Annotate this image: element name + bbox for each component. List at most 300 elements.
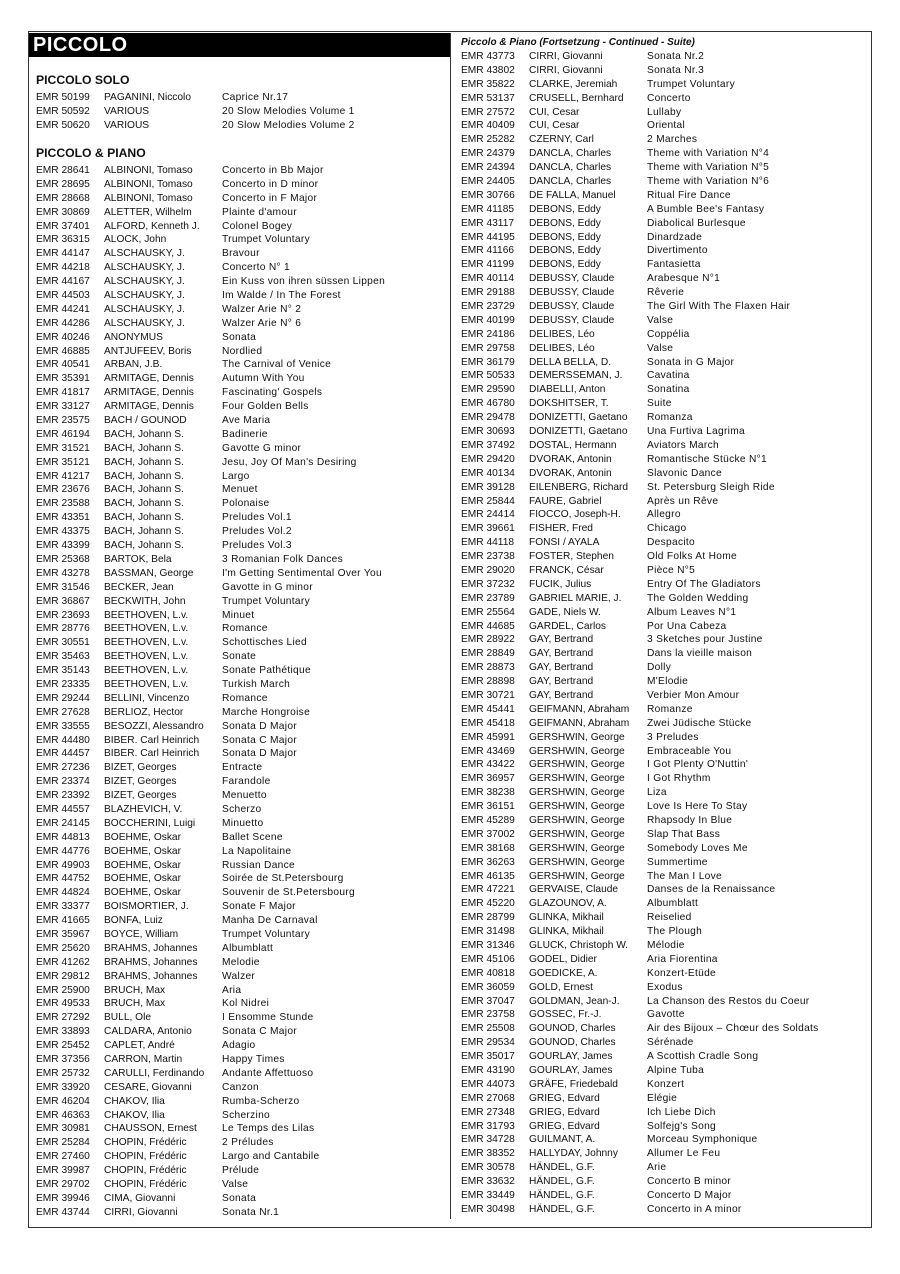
catalog-number: EMR 45441: [461, 703, 515, 715]
piece-title: Ein Kuss von ihren süssen Lippen: [222, 276, 386, 288]
piece-title: Bravour: [222, 248, 260, 260]
composer-name: GADE, Niels W.: [529, 606, 601, 618]
composer-name: HÄNDEL, G.F.: [529, 1203, 595, 1215]
piece-title: 2 Préludes: [222, 1137, 274, 1149]
piece-title: Solfejg's Song: [647, 1120, 717, 1132]
catalog-number: EMR 27292: [36, 1012, 90, 1024]
composer-name: BLAZHEVICH, V.: [104, 803, 183, 815]
composer-name: GEIFMANN, Abraham: [529, 703, 630, 715]
catalog-number: EMR 23392: [36, 790, 90, 802]
composer-name: BERLIOZ, Hector: [104, 706, 184, 718]
composer-name: BACH, Johann S.: [104, 428, 184, 440]
composer-name: GERSHWIN, George: [529, 828, 625, 840]
piece-title: Sonata: [222, 1192, 257, 1204]
composer-name: BEETHOVEN, L.v.: [104, 665, 189, 677]
catalog-number: EMR 24145: [36, 817, 90, 829]
composer-name: BULL, Ole: [104, 1012, 151, 1024]
composer-name: FONSI / AYALA: [529, 537, 600, 549]
piece-title: Sonatina: [647, 384, 690, 396]
piece-title: Valse: [222, 1179, 249, 1191]
piece-title: Romanze: [647, 703, 693, 715]
catalog-number: EMR 28922: [461, 634, 515, 646]
piece-title: Plainte d'amour: [222, 206, 297, 218]
piece-title: Im Walde / In The Forest: [222, 290, 341, 302]
composer-name: BELLINI, Vincenzo: [104, 692, 190, 704]
catalog-number: EMR 30578: [461, 1162, 515, 1174]
composer-name: CHOPIN, Frédéric: [104, 1137, 187, 1149]
piece-title: Allegro: [647, 509, 681, 521]
catalog-number: EMR 27348: [461, 1106, 515, 1118]
composer-name: GERVAISE, Claude: [529, 884, 619, 896]
composer-name: ALSCHAUSKY, J.: [104, 248, 185, 260]
catalog-number: EMR 35463: [36, 651, 90, 663]
composer-name: DONIZETTI, Gaetano: [529, 412, 628, 424]
catalog-number: EMR 36957: [461, 773, 515, 785]
composer-name: GABRIEL MARIE, J.: [529, 592, 622, 604]
catalog-number: EMR 23693: [36, 609, 90, 621]
catalog-number: EMR 44167: [36, 276, 90, 288]
composer-name: CUI, Cesar: [529, 106, 580, 118]
composer-name: GERSHWIN, George: [529, 814, 625, 826]
catalog-number: EMR 41185: [461, 203, 515, 215]
piece-title: La Napolitaine: [222, 845, 292, 857]
catalog-number: EMR 29590: [461, 384, 515, 396]
piece-title: Scherzo: [222, 803, 262, 815]
piece-title: Ave Maria: [222, 415, 271, 427]
composer-name: BRAHMS, Johannes: [104, 942, 198, 954]
composer-name: ALBINONI, Tomaso: [104, 178, 193, 190]
catalog-number: EMR 24405: [461, 176, 515, 188]
catalog-number: EMR 34728: [461, 1134, 515, 1146]
catalog-number: EMR 36263: [461, 856, 515, 868]
piece-title: Gavotte: [647, 1009, 685, 1021]
piece-title: Pièce N°5: [647, 564, 696, 576]
composer-name: BACH, Johann S.: [104, 526, 184, 538]
piece-title: Elégie: [647, 1092, 678, 1104]
catalog-number: EMR 31521: [36, 442, 90, 454]
composer-name: ALSCHAUSKY, J.: [104, 317, 185, 329]
piece-title: 3 Romanian Folk Dances: [222, 553, 343, 565]
composer-name: GEIFMANN, Abraham: [529, 717, 630, 729]
piece-title: Concerto in F Major: [222, 192, 318, 204]
composer-name: ALSCHAUSKY, J.: [104, 303, 185, 315]
piece-title: Alpine Tuba: [647, 1065, 705, 1077]
piece-title: Four Golden Bells: [222, 401, 309, 413]
composer-name: BRAHMS, Johannes: [104, 956, 198, 968]
catalog-number: EMR 44503: [36, 290, 90, 302]
composer-name: GOURLAY, James: [529, 1065, 613, 1077]
catalog-number: EMR 28873: [461, 662, 515, 674]
piece-title: A Scottish Cradle Song: [647, 1051, 759, 1063]
composer-name: BASSMAN, George: [104, 567, 194, 579]
composer-name: GERSHWIN, George: [529, 731, 625, 743]
catalog-number: EMR 23335: [36, 678, 90, 690]
catalog-number: EMR 30498: [461, 1203, 515, 1215]
composer-name: FIOCCO, Joseph-H.: [529, 509, 621, 521]
composer-name: DEBUSSY, Claude: [529, 287, 615, 299]
composer-name: GRIEG, Edvard: [529, 1120, 600, 1132]
piece-title: Arie: [647, 1162, 667, 1174]
catalog-number: EMR 27068: [461, 1092, 515, 1104]
piece-title: Zwei Jüdische Stücke: [647, 717, 752, 729]
composer-name: CIRRI, Giovanni: [529, 51, 603, 62]
catalog-number: EMR 44241: [36, 303, 90, 315]
composer-name: ARBAN, J.B.: [104, 359, 163, 371]
composer-name: FAURE, Gabriel: [529, 495, 602, 507]
section-title-piccolo-solo: PICCOLO SOLO: [36, 73, 130, 87]
piece-title: 3 Sketches pour Justine: [647, 634, 763, 646]
piece-title: Konzert-Etüde: [647, 967, 717, 979]
piece-title: Schottisches Lied: [222, 637, 307, 649]
piece-title: Por Una Cabeza: [647, 620, 727, 632]
piece-title: Danses de la Renaissance: [647, 884, 776, 896]
composer-name: GERSHWIN, George: [529, 773, 625, 785]
piece-title: Rumba-Scherzo: [222, 1095, 300, 1107]
composer-name: BACH, Johann S.: [104, 498, 184, 510]
composer-name: DELIBES, Léo: [529, 342, 595, 354]
piece-title: Autumn With You: [222, 373, 305, 385]
piece-title: Preludes Vol.2: [222, 526, 292, 538]
catalog-number: EMR 40114: [461, 273, 515, 285]
catalog-number: EMR 25564: [461, 606, 515, 618]
catalog-number: EMR 50533: [461, 370, 515, 382]
composer-name: DEBONS, Eddy: [529, 259, 601, 271]
composer-name: BOISMORTIER, J.: [104, 901, 189, 913]
catalog-number: EMR 45106: [461, 953, 515, 965]
composer-name: DEBUSSY, Claude: [529, 273, 615, 285]
composer-name: CLARKE, Jeremiah: [529, 78, 618, 90]
catalog-number: EMR 29534: [461, 1037, 515, 1049]
composer-name: DEBONS, Eddy: [529, 203, 601, 215]
piece-title: Somebody Loves Me: [647, 842, 748, 854]
piece-title: Sonate Pathétique: [222, 665, 311, 677]
catalog-number: EMR 44685: [461, 620, 515, 632]
catalog-number: EMR 37232: [461, 578, 515, 590]
catalog-number: EMR 43117: [461, 217, 515, 229]
composer-name: ALSCHAUSKY, J.: [104, 262, 185, 274]
catalog-number: EMR 38352: [461, 1148, 515, 1160]
piece-title: Fantasietta: [647, 259, 701, 271]
piece-title: Colonel Bogey: [222, 220, 293, 232]
piece-title: Le Temps des Lilas: [222, 1123, 315, 1135]
piece-title: Melodie: [222, 956, 260, 968]
catalog-number: EMR 44195: [461, 231, 515, 243]
piece-title: Album Leaves N°1: [647, 606, 737, 618]
catalog-number: EMR 29020: [461, 564, 515, 576]
catalog-number: EMR 28668: [36, 192, 90, 204]
composer-name: GRÄFE, Friedebald: [529, 1078, 618, 1090]
catalog-number: EMR 46204: [36, 1095, 90, 1107]
piece-title: Cavatina: [647, 370, 690, 382]
piece-title: Sonata C Major: [222, 1026, 297, 1038]
composer-name: CARULLI, Ferdinando: [104, 1067, 205, 1079]
composer-name: GERSHWIN, George: [529, 842, 625, 854]
catalog-number: EMR 37401: [36, 220, 90, 232]
piece-title: I Got Rhythm: [647, 773, 711, 785]
catalog-number: EMR 24414: [461, 509, 515, 521]
piece-title: Concerto B minor: [647, 1176, 732, 1188]
catalog-number: EMR 45220: [461, 898, 515, 910]
catalog-number: EMR 50592: [36, 105, 90, 117]
composer-name: GLINKA, Mikhail: [529, 926, 604, 938]
composer-name: CIRRI, Giovanni: [104, 1206, 178, 1218]
catalog-number: EMR 28641: [36, 165, 90, 176]
piece-title: Rhapsody In Blue: [647, 814, 733, 826]
catalog-number: EMR 43773: [461, 51, 515, 62]
catalog-number: EMR 43744: [36, 1206, 90, 1218]
piece-title: Embraceable You: [647, 745, 732, 757]
catalog-number: EMR 27460: [36, 1151, 90, 1163]
piece-title: Oriental: [647, 120, 686, 132]
piece-title: Slavonic Dance: [647, 467, 722, 479]
composer-name: DEBONS, Eddy: [529, 245, 601, 257]
piece-title: Allumer Le Feu: [647, 1148, 721, 1160]
catalog-number: EMR 40409: [461, 120, 515, 132]
composer-name: DANCLA, Charles: [529, 148, 612, 160]
piece-title: The Girl With The Flaxen Hair: [647, 301, 791, 313]
composer-name: ANTJUFEEV, Boris: [104, 345, 192, 357]
piece-title: Walzer: [222, 970, 256, 982]
catalog-number: EMR 27236: [36, 762, 90, 774]
catalog-number: EMR 44776: [36, 845, 90, 857]
composer-name: BACH, Johann S.: [104, 540, 184, 552]
composer-name: BACH, Johann S.: [104, 470, 184, 482]
catalog-number: EMR 43278: [36, 567, 90, 579]
piece-title: Gavotte G minor: [222, 442, 302, 454]
composer-name: DVORAK, Antonin: [529, 467, 612, 479]
composer-name: PAGANINI, Niccolo: [104, 92, 191, 103]
category-banner: [29, 33, 450, 57]
piece-title: A Bumble Bee's Fantasy: [647, 203, 765, 215]
piece-title: Preludes Vol.1: [222, 512, 292, 524]
piece-title: St. Petersburg Sleigh Ride: [647, 481, 775, 493]
piece-title: Soirée de St.Petersbourg: [222, 873, 344, 885]
composer-name: CRUSELL, Bernhard: [529, 92, 624, 104]
catalog-number: EMR 29758: [461, 342, 515, 354]
piece-title: Walzer Arie N° 2: [222, 303, 302, 315]
piece-title: Sonata D Major: [222, 720, 297, 732]
composer-name: CARRON, Martin: [104, 1054, 183, 1065]
piece-title: Sonata Nr.1: [222, 1206, 280, 1218]
catalog-number: EMR 25284: [36, 1137, 90, 1149]
catalog-number: EMR 37492: [461, 439, 515, 451]
composer-name: FRANCK, César: [529, 564, 604, 576]
piece-title: Concerto N° 1: [222, 262, 290, 274]
piece-title: Sonata Nr.2: [647, 51, 705, 62]
catalog-number: EMR 45418: [461, 717, 515, 729]
catalog-number: EMR 44147: [36, 248, 90, 260]
catalog-number: EMR 23588: [36, 498, 90, 510]
piece-title: Trumpet Voluntary: [222, 595, 310, 607]
piece-title: Caprice Nr.17: [222, 92, 289, 103]
catalog-number: EMR 28776: [36, 623, 90, 635]
composer-name: CAPLET, André: [104, 1040, 175, 1052]
piece-title: Souvenir de St.Petersbourg: [222, 887, 355, 899]
composer-name: BOEHME, Oskar: [104, 859, 181, 871]
catalog-number: EMR 39661: [461, 523, 515, 535]
composer-name: BARTOK, Bela: [104, 553, 172, 565]
piece-title: Theme with Variation N°4: [647, 148, 770, 160]
catalog-number: EMR 30551: [36, 637, 90, 649]
composer-name: GLINKA, Mikhail: [529, 912, 604, 924]
piece-title: Ritual Fire Dance: [647, 189, 731, 201]
catalog-number: EMR 29244: [36, 692, 90, 704]
piece-title: Jesu, Joy Of Man's Desiring: [222, 456, 357, 468]
composer-name: CIMA, Giovanni: [104, 1192, 176, 1204]
catalog-number: EMR 25732: [36, 1067, 90, 1079]
piece-title: Dans la vieille maison: [647, 648, 753, 660]
piece-title: Theme with Variation N°5: [647, 162, 770, 174]
catalog-number: EMR 31546: [36, 581, 90, 593]
piece-title: Ich Liebe Dich: [647, 1106, 716, 1118]
catalog-number: EMR 29478: [461, 412, 515, 424]
composer-name: BIZET, Georges: [104, 790, 177, 802]
piece-title: Concerto in D minor: [222, 178, 319, 190]
composer-name: DANCLA, Charles: [529, 176, 612, 188]
composer-name: CZERNY, Carl: [529, 134, 594, 146]
composer-name: ALBINONI, Tomaso: [104, 165, 193, 176]
composer-name: VARIOUS: [104, 119, 150, 131]
catalog-number: EMR 44813: [36, 831, 90, 843]
section-title-continued: Piccolo & Piano (Fortsetzung - Continued - Suite): [461, 37, 695, 48]
catalog-number: EMR 46194: [36, 428, 90, 440]
catalog-number: EMR 44824: [36, 887, 90, 899]
piece-title: Entracte: [222, 762, 263, 774]
piece-title: Ballet Scene: [222, 831, 283, 843]
composer-name: HALLYDAY, Johnny: [529, 1148, 618, 1160]
composer-name: GOUNOD, Charles: [529, 1023, 616, 1035]
piece-title: Theme with Variation N°6: [647, 176, 770, 188]
catalog-number: EMR 31346: [461, 940, 515, 951]
composer-name: BIZET, Georges: [104, 762, 177, 774]
catalog-number: EMR 33555: [36, 720, 90, 732]
piece-title: Diabolical Burlesque: [647, 217, 746, 229]
composer-name: GOURLAY, James: [529, 1051, 613, 1063]
composer-name: DEBONS, Eddy: [529, 231, 601, 243]
composer-name: CHOPIN, Frédéric: [104, 1165, 187, 1177]
composer-name: CUI, Cesar: [529, 120, 580, 132]
piece-title: Dinardzade: [647, 231, 703, 243]
composer-name: GAY, Bertrand: [529, 648, 594, 660]
composer-name: BACH, Johann S.: [104, 512, 184, 524]
composer-name: ALSCHAUSKY, J.: [104, 290, 185, 302]
piece-title: Trumpet Voluntary: [222, 234, 310, 246]
piece-title: Russian Dance: [222, 859, 295, 871]
catalog-number: EMR 39128: [461, 481, 515, 493]
piece-title: Sonata Nr.3: [647, 64, 705, 76]
catalog-number: EMR 41199: [461, 259, 515, 271]
piece-title: Kol Nidrei: [222, 998, 270, 1010]
piece-title: I Ensomme Stunde: [222, 1012, 314, 1024]
catalog-number: EMR 28799: [461, 912, 515, 924]
composer-name: CHAKOV, Ilia: [104, 1095, 165, 1107]
catalog-number: EMR 23374: [36, 776, 90, 788]
composer-name: BESOZZI, Alessandro: [104, 720, 204, 732]
piece-title: Romantische Stücke N°1: [647, 453, 767, 465]
composer-name: BIBER. Carl Heinrich: [104, 748, 200, 760]
composer-name: BACH, Johann S.: [104, 484, 184, 496]
piece-title: Romance: [222, 623, 268, 635]
composer-name: ALETTER, Wilhelm: [104, 206, 192, 218]
piece-title: The Man I Love: [647, 870, 722, 882]
catalog-number: EMR 41665: [36, 915, 90, 927]
catalog-number: EMR 41217: [36, 470, 90, 482]
catalog-number: EMR 23676: [36, 484, 90, 496]
catalog-number: EMR 40541: [36, 359, 90, 371]
catalog-number: EMR 33449: [461, 1190, 515, 1202]
piece-title: Morceau Symphonique: [647, 1134, 758, 1146]
catalog-number: EMR 35017: [461, 1051, 515, 1063]
composer-name: GARDEL, Carlos: [529, 620, 606, 632]
catalog-number: EMR 31498: [461, 926, 515, 938]
category-title: PICCOLO: [33, 34, 128, 56]
catalog-number: EMR 46885: [36, 345, 90, 357]
piece-title: Minuetto: [222, 817, 264, 829]
catalog-number: EMR 25620: [36, 942, 90, 954]
catalog-number: EMR 49533: [36, 998, 90, 1010]
piece-title: Concerto: [647, 92, 691, 104]
piece-title: Old Folks At Home: [647, 551, 738, 563]
catalog-number: EMR 41262: [36, 956, 90, 968]
catalog-number: EMR 37356: [36, 1054, 90, 1065]
composer-name: ARMITAGE, Dennis: [104, 387, 194, 399]
piece-title: Sérénade: [647, 1037, 694, 1049]
catalog-number: EMR 33893: [36, 1026, 90, 1038]
piece-title: Gavotte in G minor: [222, 581, 313, 593]
piece-title: Sonata D Major: [222, 748, 297, 760]
composer-name: FOSTER, Stephen: [529, 551, 614, 563]
catalog-number: EMR 24394: [461, 162, 515, 174]
composer-name: DOKSHITSER, T.: [529, 398, 609, 410]
composer-name: GERSHWIN, George: [529, 759, 625, 771]
piece-title: Sonate F Major: [222, 901, 296, 913]
composer-name: BEETHOVEN, L.v.: [104, 651, 189, 663]
composer-name: BEETHOVEN, L.v.: [104, 609, 189, 621]
catalog-number: EMR 33127: [36, 401, 90, 413]
composer-name: EILENBERG, Richard: [529, 481, 629, 493]
catalog-number: EMR 29188: [461, 287, 515, 299]
catalog-number: EMR 29702: [36, 1179, 90, 1191]
composer-name: BIZET, Georges: [104, 776, 177, 788]
catalog-number: EMR 43469: [461, 745, 515, 757]
piece-title: The Golden Wedding: [647, 592, 749, 604]
composer-name: GAY, Bertrand: [529, 662, 594, 674]
catalog-number: EMR 24186: [461, 328, 515, 340]
piece-title: Sonate: [222, 651, 257, 663]
piece-title: Sonata C Major: [222, 734, 297, 746]
composer-name: ALOCK, John: [104, 234, 167, 246]
composer-name: BRAHMS, Johannes: [104, 970, 198, 982]
composer-name: BIBER. Carl Heinrich: [104, 734, 200, 746]
piece-title: Coppélia: [647, 328, 690, 340]
catalog-number: EMR 45991: [461, 731, 515, 743]
catalog-number: EMR 44557: [36, 803, 90, 815]
catalog-number: EMR 33632: [461, 1176, 515, 1188]
catalog-number: EMR 25508: [461, 1023, 515, 1035]
catalog-number: EMR 36315: [36, 234, 90, 246]
piece-title: Mélodie: [647, 940, 685, 951]
piece-title: Love Is Here To Stay: [647, 801, 748, 813]
composer-name: GERSHWIN, George: [529, 787, 625, 799]
composer-name: ALSCHAUSKY, J.: [104, 276, 185, 288]
catalog-number: EMR 27628: [36, 706, 90, 718]
piece-title: Romanza: [647, 412, 693, 424]
catalog-number: EMR 25900: [36, 984, 90, 996]
composer-name: GOEDICKE, A.: [529, 967, 598, 979]
composer-name: BEETHOVEN, L.v.: [104, 678, 189, 690]
piece-title: Concerto D Major: [647, 1190, 732, 1202]
composer-name: BONFA, Luiz: [104, 915, 163, 927]
